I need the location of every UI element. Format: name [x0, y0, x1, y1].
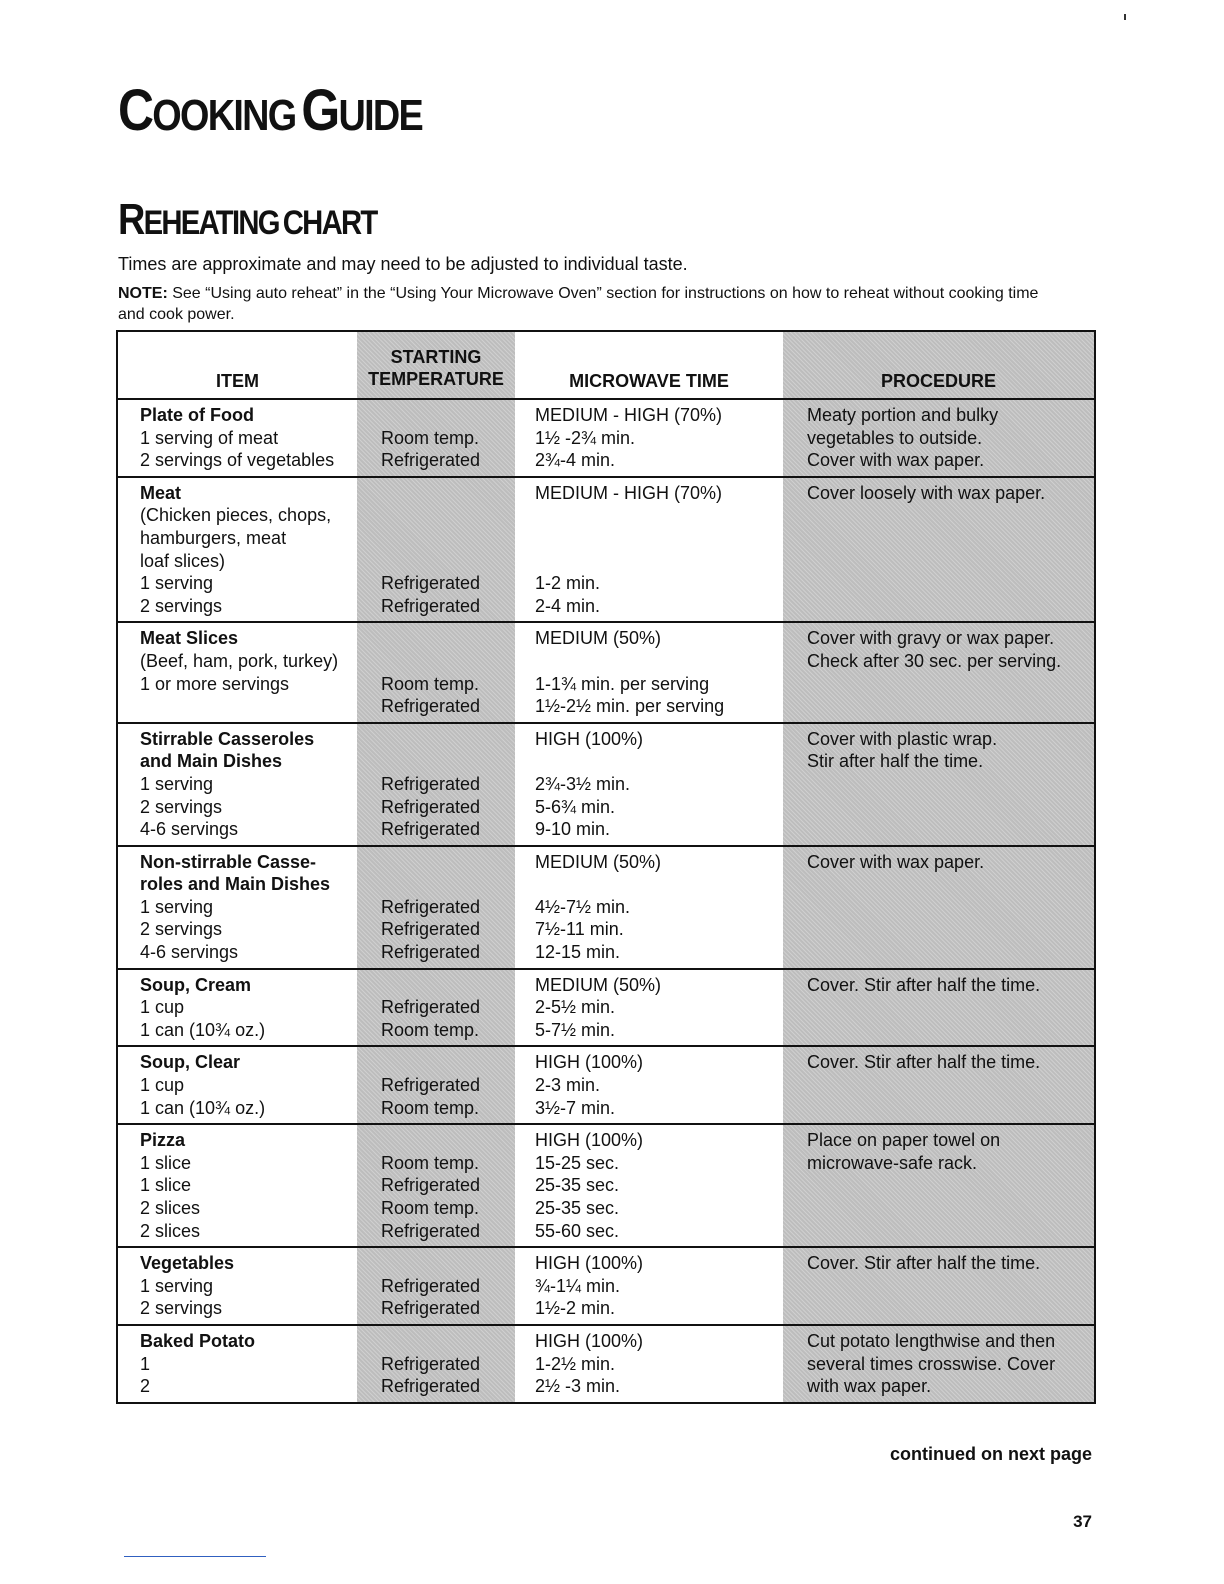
procedure-cell	[783, 1247, 1095, 1325]
time-value: 12-15 min.	[535, 942, 621, 963]
time-value: 55-60 sec.	[535, 1220, 620, 1241]
temperature-cell	[357, 723, 515, 846]
item-detail: 2 servings of vegetables	[140, 450, 335, 471]
item-detail: 2 slices	[140, 1198, 201, 1218]
temperature-cell	[357, 1046, 515, 1124]
temperature-value: Refrigerated	[381, 1175, 481, 1196]
temperature-cell	[357, 622, 515, 722]
item-cell	[117, 1046, 357, 1124]
item-name: Soup, Clear	[140, 1052, 241, 1073]
item-cell	[117, 399, 357, 477]
temperature-value: Refrigerated	[381, 450, 481, 471]
time-cell	[515, 399, 783, 477]
item-detail: 1 slice	[140, 1152, 192, 1173]
continued-note: continued on next page	[889, 1444, 1092, 1464]
temperature-cell	[357, 477, 515, 623]
table-row	[117, 846, 1095, 969]
temperature-value: Refrigerated	[381, 896, 481, 917]
procedure-cell	[783, 1325, 1095, 1403]
time-value: MEDIUM (50%)	[535, 974, 662, 995]
time-value: 2-3 min.	[535, 1075, 601, 1096]
temperature-value: Refrigerated	[381, 919, 481, 940]
time-value: 5-6¾ min.	[535, 796, 616, 817]
procedure-cell	[783, 1124, 1095, 1247]
time-value: 25-35 sec.	[535, 1198, 620, 1218]
note-body: See “Using auto reheat” in the “Using Your Microwave Oven” section for instructions on how to reheat without cooking time and cook power.	[118, 285, 1039, 323]
temperature-value	[381, 404, 515, 427]
procedure-text: microwave-safe rack.	[807, 1152, 978, 1173]
item-detail: 1 can (10¾ oz.)	[140, 1019, 266, 1040]
item-detail: 1 serving of meat	[140, 427, 279, 448]
time-value: 7½-11 min.	[535, 919, 624, 940]
time-value	[535, 750, 783, 773]
temperature-value: Refrigerated	[381, 595, 481, 616]
time-value: 1-1¾ min. per serving	[535, 673, 710, 694]
procedure-text: Place on paper towel on	[807, 1130, 1001, 1151]
temperature-value: Room temp.	[381, 1152, 480, 1173]
time-cell	[515, 1247, 783, 1325]
procedure-text: Check after 30 sec. per serving.	[807, 650, 1062, 671]
item-detail: 1	[140, 1353, 151, 1374]
item-name: Meat	[140, 482, 182, 503]
item-name: Vegetables	[140, 1253, 235, 1274]
time-value: MEDIUM - HIGH (70%)	[535, 482, 723, 503]
table-row	[117, 1046, 1095, 1124]
item-detail: 1 slice	[140, 1175, 192, 1196]
temperature-value	[381, 527, 515, 550]
item-name: and Main Dishes	[140, 751, 283, 772]
time-value: 3½-7 min.	[535, 1097, 616, 1118]
temperature-value: Refrigerated	[381, 1220, 481, 1241]
item-detail: loaf slices)	[140, 550, 226, 571]
item-detail: 2 servings	[140, 1298, 223, 1319]
table-row	[117, 477, 1095, 623]
time-value: MEDIUM - HIGH (70%)	[535, 405, 723, 425]
time-value: 9-10 min.	[535, 819, 611, 840]
procedure-text: Cover with plastic wrap.	[807, 728, 998, 749]
time-value	[535, 650, 783, 673]
time-value	[535, 873, 783, 896]
temperature-value: Refrigerated	[381, 819, 481, 840]
time-value: 25-35 sec.	[535, 1175, 620, 1196]
table-body	[117, 399, 1095, 1403]
table-header-row	[117, 331, 1095, 399]
procedure-cell	[783, 477, 1095, 623]
item-name: Stirrable Casseroles	[140, 728, 315, 749]
header-procedure: PROCEDURE	[783, 331, 1095, 399]
table-row	[117, 723, 1095, 846]
time-value: 1-2 min.	[535, 573, 601, 594]
item-cell	[117, 1325, 357, 1403]
item-cell	[117, 1124, 357, 1247]
temperature-value: Refrigerated	[381, 942, 481, 963]
time-cell	[515, 969, 783, 1047]
time-value: 1-2½ min.	[535, 1353, 616, 1374]
procedure-text: Cover with wax paper.	[807, 450, 985, 471]
temperature-value	[381, 482, 515, 505]
time-value: HIGH (100%)	[535, 1052, 644, 1073]
time-value: 1½ -2¾ min.	[535, 427, 636, 448]
table-row	[117, 622, 1095, 722]
procedure-cell	[783, 969, 1095, 1047]
temperature-cell	[357, 399, 515, 477]
procedure-text: Meaty portion and bulky	[807, 405, 999, 425]
time-cell	[515, 723, 783, 846]
temperature-value: Refrigerated	[381, 1376, 481, 1397]
procedure-text: Cover. Stir after half the time.	[807, 1253, 1041, 1274]
table-row	[117, 399, 1095, 477]
time-value: 2½ -3 min.	[535, 1376, 621, 1397]
procedure-text: with wax paper.	[807, 1376, 932, 1397]
time-value: HIGH (100%)	[535, 1130, 644, 1151]
temperature-value: Room temp.	[381, 1019, 480, 1040]
time-cell	[515, 1046, 783, 1124]
time-cell	[515, 846, 783, 969]
item-detail: 1 serving	[140, 896, 214, 917]
temperature-value: Room temp.	[381, 427, 480, 448]
item-cell	[117, 846, 357, 969]
scan-mark	[1124, 14, 1126, 20]
header-microwave-time: MICROWAVE TIME	[515, 331, 783, 399]
temperature-value	[381, 650, 515, 673]
temperature-value	[381, 851, 515, 874]
temperature-cell	[357, 969, 515, 1047]
table-row	[117, 1247, 1095, 1325]
temperature-value	[381, 504, 515, 527]
temperature-value	[381, 1252, 515, 1275]
time-value: HIGH (100%)	[535, 728, 644, 749]
note-text	[118, 283, 1058, 325]
item-name: Soup, Cream	[140, 974, 252, 995]
time-value	[535, 550, 783, 573]
item-name: Pizza	[140, 1130, 186, 1151]
procedure-cell	[783, 399, 1095, 477]
item-detail: 4-6 servings	[140, 942, 239, 963]
item-detail: 2 servings	[140, 796, 223, 817]
temperature-value	[381, 1330, 515, 1353]
temperature-value: Refrigerated	[381, 573, 481, 594]
procedure-text: Cover loosely with wax paper.	[807, 482, 1046, 503]
item-detail: 2	[140, 1376, 151, 1397]
time-value: 1½-2½ min. per serving	[535, 696, 725, 717]
time-value: 2-4 min.	[535, 595, 601, 616]
time-value	[535, 527, 783, 550]
time-value: MEDIUM (50%)	[535, 628, 662, 649]
procedure-text: Cover. Stir after half the time.	[807, 974, 1041, 995]
item-name: Baked Potato	[140, 1330, 256, 1351]
item-detail: 1 can (10¾ oz.)	[140, 1097, 266, 1118]
time-value: ¾-1¼ min.	[535, 1275, 621, 1296]
procedure-cell	[783, 723, 1095, 846]
item-detail: 1 serving	[140, 573, 214, 594]
time-value: 15-25 sec.	[535, 1152, 620, 1173]
time-value: HIGH (100%)	[535, 1330, 644, 1351]
time-value: 2¾-4 min.	[535, 450, 616, 471]
procedure-text: Stir after half the time.	[807, 751, 984, 772]
item-detail: 2 servings	[140, 595, 223, 616]
procedure-text: several times crosswise. Cover	[807, 1353, 1056, 1374]
item-detail: (Chicken pieces, chops,	[140, 505, 332, 526]
temperature-value	[381, 550, 515, 573]
item-detail: 1 cup	[140, 1075, 185, 1096]
header-temp-line2: TEMPERATURE	[368, 369, 504, 390]
item-detail: hamburgers, meat	[140, 527, 287, 548]
time-value: 2-5½ min.	[535, 997, 616, 1018]
temperature-value: Refrigerated	[381, 1275, 481, 1296]
time-value: 1½-2 min.	[535, 1298, 616, 1319]
item-detail: 2 servings	[140, 919, 223, 940]
time-value	[535, 504, 783, 527]
item-detail: 1 serving	[140, 1275, 214, 1296]
item-name: Non-stirrable Casse-	[140, 851, 317, 872]
temperature-value: Refrigerated	[381, 997, 481, 1018]
page-number: 37	[1073, 1512, 1092, 1531]
procedure-text: Cover with wax paper.	[807, 851, 985, 872]
time-value: 4½-7½ min.	[535, 896, 631, 917]
time-cell	[515, 622, 783, 722]
item-name: Plate of Food	[140, 405, 254, 425]
note-label: NOTE:	[118, 285, 168, 302]
temperature-value	[381, 627, 515, 650]
header-item: ITEM	[117, 331, 357, 399]
temperature-value: Refrigerated	[381, 696, 481, 717]
item-cell	[117, 969, 357, 1047]
temperature-value: Room temp.	[381, 1198, 480, 1218]
item-cell	[117, 723, 357, 846]
temperature-value	[381, 1051, 515, 1074]
temperature-value: Refrigerated	[381, 796, 481, 817]
temperature-value	[381, 1129, 515, 1152]
temperature-value: Refrigerated	[381, 1075, 481, 1096]
temperature-value: Refrigerated	[381, 1353, 481, 1374]
section-title: REHEATING CHART	[118, 195, 377, 244]
item-detail: 1 cup	[140, 997, 185, 1018]
header-temp-line1: STARTING	[390, 346, 482, 367]
temperature-value: Refrigerated	[381, 1298, 481, 1319]
procedure-text: Cover. Stir after half the time.	[807, 1052, 1041, 1073]
table-row	[117, 969, 1095, 1047]
time-cell	[515, 477, 783, 623]
footer-rule	[124, 1556, 266, 1557]
procedure-cell	[783, 1046, 1095, 1124]
temperature-cell	[357, 1247, 515, 1325]
item-name: Meat Slices	[140, 628, 239, 649]
temperature-cell	[357, 1124, 515, 1247]
time-value: MEDIUM (50%)	[535, 851, 662, 872]
time-value: HIGH (100%)	[535, 1253, 644, 1274]
time-cell	[515, 1325, 783, 1403]
temperature-value: Room temp.	[381, 673, 480, 694]
item-cell	[117, 477, 357, 623]
table-row	[117, 1325, 1095, 1403]
item-detail: (Beef, ham, pork, turkey)	[140, 650, 339, 671]
page-title: COOKING GUIDE	[118, 78, 422, 143]
temperature-value	[381, 873, 515, 896]
temperature-value	[381, 728, 515, 751]
item-detail: 1 serving	[140, 773, 214, 794]
procedure-text: Cover with gravy or wax paper.	[807, 628, 1055, 649]
reheating-chart-table	[116, 330, 1096, 1404]
time-cell	[515, 1124, 783, 1247]
temperature-cell	[357, 846, 515, 969]
temperature-value: Room temp.	[381, 1097, 480, 1118]
header-starting-temperature	[357, 331, 515, 399]
procedure-text: Cut potato lengthwise and then	[807, 1330, 1056, 1351]
item-detail: 2 slices	[140, 1220, 201, 1241]
temperature-value	[381, 750, 515, 773]
item-detail: 4-6 servings	[140, 819, 239, 840]
temperature-cell	[357, 1325, 515, 1403]
table-row	[117, 1124, 1095, 1247]
temperature-value	[381, 974, 515, 997]
item-name: roles and Main Dishes	[140, 874, 331, 895]
item-cell	[117, 1247, 357, 1325]
item-detail: 1 or more servings	[140, 673, 290, 694]
intro-text: Times are approximate and may need to be adjusted to individual taste.	[118, 254, 688, 274]
temperature-value: Refrigerated	[381, 773, 481, 794]
procedure-text: vegetables to outside.	[807, 427, 983, 448]
procedure-cell	[783, 622, 1095, 722]
item-cell	[117, 622, 357, 722]
time-value: 5-7½ min.	[535, 1019, 616, 1040]
time-value: 2¾-3½ min.	[535, 773, 631, 794]
procedure-cell	[783, 846, 1095, 969]
